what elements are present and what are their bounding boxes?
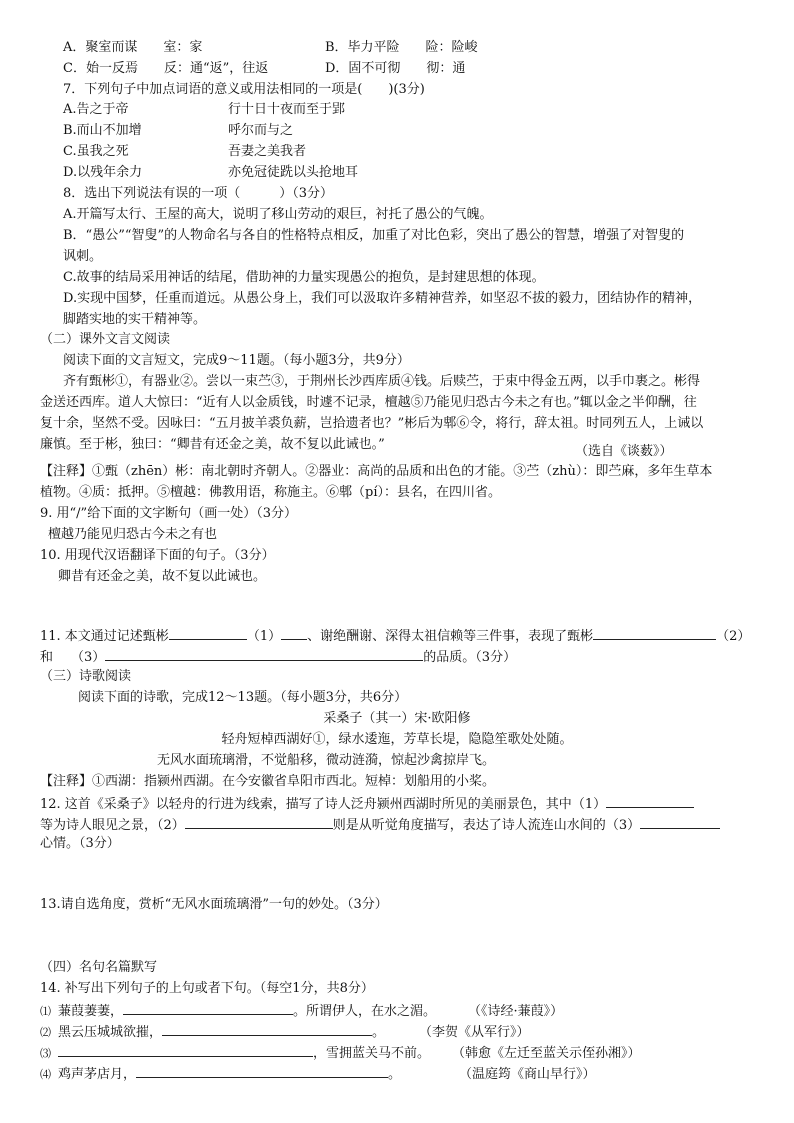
passage-line: 金送还西库。道人大惊曰：“近有人以金质钱，时遽不记录，檀越⑤乃能见归恐古今未之有也。”辄以金之半仰酬，往	[40, 395, 697, 410]
q6-option-d: D．固不可彻 彻：通	[325, 61, 466, 76]
passage-source: （选自《谈薮》）	[575, 444, 673, 459]
section-heading-classical-reading: （二）课外文言文阅读	[40, 332, 171, 347]
annotation-note: 【注释】①西湖：指颍州西湖。在今安徽省阜阳市西北。短棹：划船用的小桨。	[40, 774, 496, 789]
q11-and: 和	[40, 650, 54, 665]
passage-line: 齐有甄彬①，有器业②。尝以一束苎③，于荆州长沙西库质④钱。后赎苎，于束中得金五两，以手巾裹之。彬得	[63, 374, 701, 389]
q7-option-a-left: A.告之于帝	[63, 102, 129, 117]
q7-option-d-right: 亦免冠徒跣以头抢地耳	[228, 165, 359, 180]
q7-option-b-right: 呼尔而与之	[228, 123, 294, 138]
q12-line3: 心情。（3分）	[40, 836, 120, 851]
q11-blank3-label: （3）	[71, 650, 106, 665]
q8-option-b-line1: B．“愚公”“智叟”的人物命名与各自的性格特点相反，加重了对比色彩，突出了愚公的智慧，增强了对智叟的	[63, 228, 685, 243]
q9-text: 檀越乃能见归恐古今未之有也	[48, 527, 218, 542]
q8-option-b-line2: 讽刺。	[63, 249, 103, 264]
item-number: ⑶	[40, 1047, 51, 1060]
answer-blank[interactable]	[281, 625, 307, 640]
item-text-post: 。	[388, 1067, 402, 1082]
q7-option-d-left: D.以残年余力	[63, 165, 143, 180]
q7-option-b-left: B.而山不加增	[63, 123, 142, 138]
q11-blank2-label: （2）	[716, 629, 751, 644]
poem-title: 采桑子（其一）宋·欧阳修	[323, 711, 471, 726]
answer-blank[interactable]	[123, 1000, 293, 1015]
q11-line2	[40, 646, 516, 668]
q7-option-a-right: 行十日十夜而至于郢	[228, 102, 346, 117]
q14-item-1	[40, 1000, 563, 1022]
item-text-pre: 鸡声茅店月，	[58, 1067, 137, 1082]
q8-option-a: A.开篇写太行、王屋的高大，说明了移山劳动的艰巨，衬托了愚公的气魄。	[63, 207, 493, 222]
answer-blank[interactable]	[136, 1063, 388, 1078]
item-text-pre: 蒹葭萋萋，	[58, 1004, 124, 1019]
q13-stem: 13.请自选角度，赏析“无风水面琉璃滑”一句的妙处。（3分）	[40, 897, 388, 912]
answer-blank[interactable]	[593, 625, 716, 640]
item-source: （李贺《从军行》）	[419, 1025, 530, 1040]
passage-line: 廉慎。至于彬，独曰：“卿昔有还金之美，故不复以此诫也。”	[40, 437, 385, 452]
answer-blank[interactable]	[606, 793, 694, 808]
item-number: ⑷	[40, 1068, 51, 1081]
q11-text-mid: 、谢绝酬谢、深得太祖信赖等三件事，表现了甄彬	[307, 629, 594, 644]
q6-option-b: B．毕力平险 险：险峻	[325, 40, 478, 55]
item-number: ⑴	[40, 1005, 51, 1018]
q11-text-pre: 11. 本文通过记述甄彬	[40, 629, 169, 644]
q12-blank2-label: （2）	[157, 818, 185, 833]
q7-stem: 7．下列句子中加点词语的意义或用法相同的一项是( )(3分)	[63, 82, 425, 97]
poem-line: 轻舟短棹西湖好①，绿水逶迤，芳草长堤，隐隐笙歌处处随。	[221, 732, 573, 747]
q8-stem: 8．选出下列说法有误的一项（ ）（3分）	[63, 186, 334, 201]
answer-blank[interactable]	[162, 1021, 372, 1036]
item-text-post: ，雪拥蓝关马不前。	[313, 1046, 431, 1061]
passage-line: 复十余，坚然不受。因咏曰：“五月披羊裘负薪，岂拾遗者也？”彬后为郫⑥令，将行，辞太祖。时同列五人，上诫以	[40, 416, 704, 431]
section-instruction: 阅读下面的诗歌，完成12～13题。（每小题3分，共6分）	[78, 690, 408, 705]
poem-line: 无风水面琉璃滑，不觉船移，微动涟漪，惊起沙禽掠岸飞。	[157, 753, 496, 768]
answer-blank[interactable]	[640, 814, 720, 829]
section-instruction: 阅读下面的文言短文，完成9～11题。（每小题3分，共9分）	[63, 353, 410, 368]
item-text-pre: 黑云压城城欲摧，	[58, 1025, 163, 1040]
annotation-note: 植物。④质：抵押。⑤檀越：佛教用语，称施主。⑥郫（pí）：县名，在四川省。	[40, 485, 501, 500]
q12-text-pre: 12. 这首《采桑子》以轻舟的行进为线索，描写了诗人泛舟颍州西湖时所见的美丽景色，其中	[40, 797, 572, 812]
answer-blank[interactable]	[185, 814, 333, 829]
q7-option-c-left: C.虽我之死	[63, 144, 129, 159]
answer-blank[interactable]	[105, 646, 423, 661]
q14-item-2	[40, 1021, 530, 1043]
q14-item-3	[40, 1042, 641, 1064]
item-text-post: 。所谓伊人，在水之湄。	[293, 1004, 437, 1019]
q11-line1	[40, 625, 750, 647]
annotation-note: 【注释】①甄（zhēn）彬：南北朝时齐朝人。②器业：高尚的品质和出色的才能。③苎（zhù）：即苎麻，多年生草本	[40, 464, 713, 479]
q8-option-d-line1: D.实现中国梦，任重而道远。从愚公身上，我们可以汲取许多精神营养，如坚忍不拔的毅力，团结协作的精神，	[63, 291, 702, 306]
q12-line1	[40, 793, 694, 815]
item-text-post: 。	[372, 1025, 386, 1040]
q6-option-c: C．始一反焉 反：通“返”，往返	[63, 61, 269, 76]
q7-option-c-right: 吾妻之美我者	[228, 144, 307, 159]
item-source: （《诗经·蒹葭》）	[468, 1004, 564, 1019]
item-source: （韩愈《左迁至蓝关示侄孙湘》）	[452, 1046, 641, 1061]
q9-stem: 9. 用“/”给下面的文字断句（画一处）（3分）	[40, 506, 297, 521]
section-heading-recitation: （四）名句名篇默写	[40, 960, 158, 975]
q14-item-4	[40, 1063, 596, 1085]
q11-text-post: 的品质。（3分）	[423, 650, 517, 665]
q10-stem: 10. 用现代汉语翻译下面的句子。（3分）	[40, 548, 275, 563]
q12-blank3-label: （3）	[605, 818, 641, 833]
q8-option-d-line2: 脚踏实地的实干精神等。	[63, 312, 207, 327]
q12-blank1-label: （1）	[571, 797, 607, 812]
q12-text-2b: 则是从听觉角度描写，表达了诗人流连山水间的	[332, 818, 606, 833]
q8-option-c: C.故事的结局采用神话的结尾，借助神的力量实现愚公的抱负，是封建思想的体现。	[63, 270, 545, 285]
q12-text-2a: 等为诗人眼见之景，	[40, 818, 158, 833]
q12-line2	[40, 814, 720, 836]
q6-option-a: A．聚室而谋 室：家	[63, 40, 203, 55]
q11-blank1-label: （1）	[246, 629, 282, 644]
section-heading-poetry: （三）诗歌阅读	[40, 669, 132, 684]
q10-text: 卿昔有还金之美，故不复以此诫也。	[58, 569, 267, 584]
item-source: （温庭筠《商山早行》）	[459, 1067, 596, 1082]
q14-stem: 14. 补写出下列句子的上句或者下句。（每空1分，共8分）	[40, 981, 374, 996]
answer-blank[interactable]	[58, 1042, 313, 1057]
answer-blank[interactable]	[169, 625, 247, 640]
item-number: ⑵	[40, 1026, 51, 1039]
